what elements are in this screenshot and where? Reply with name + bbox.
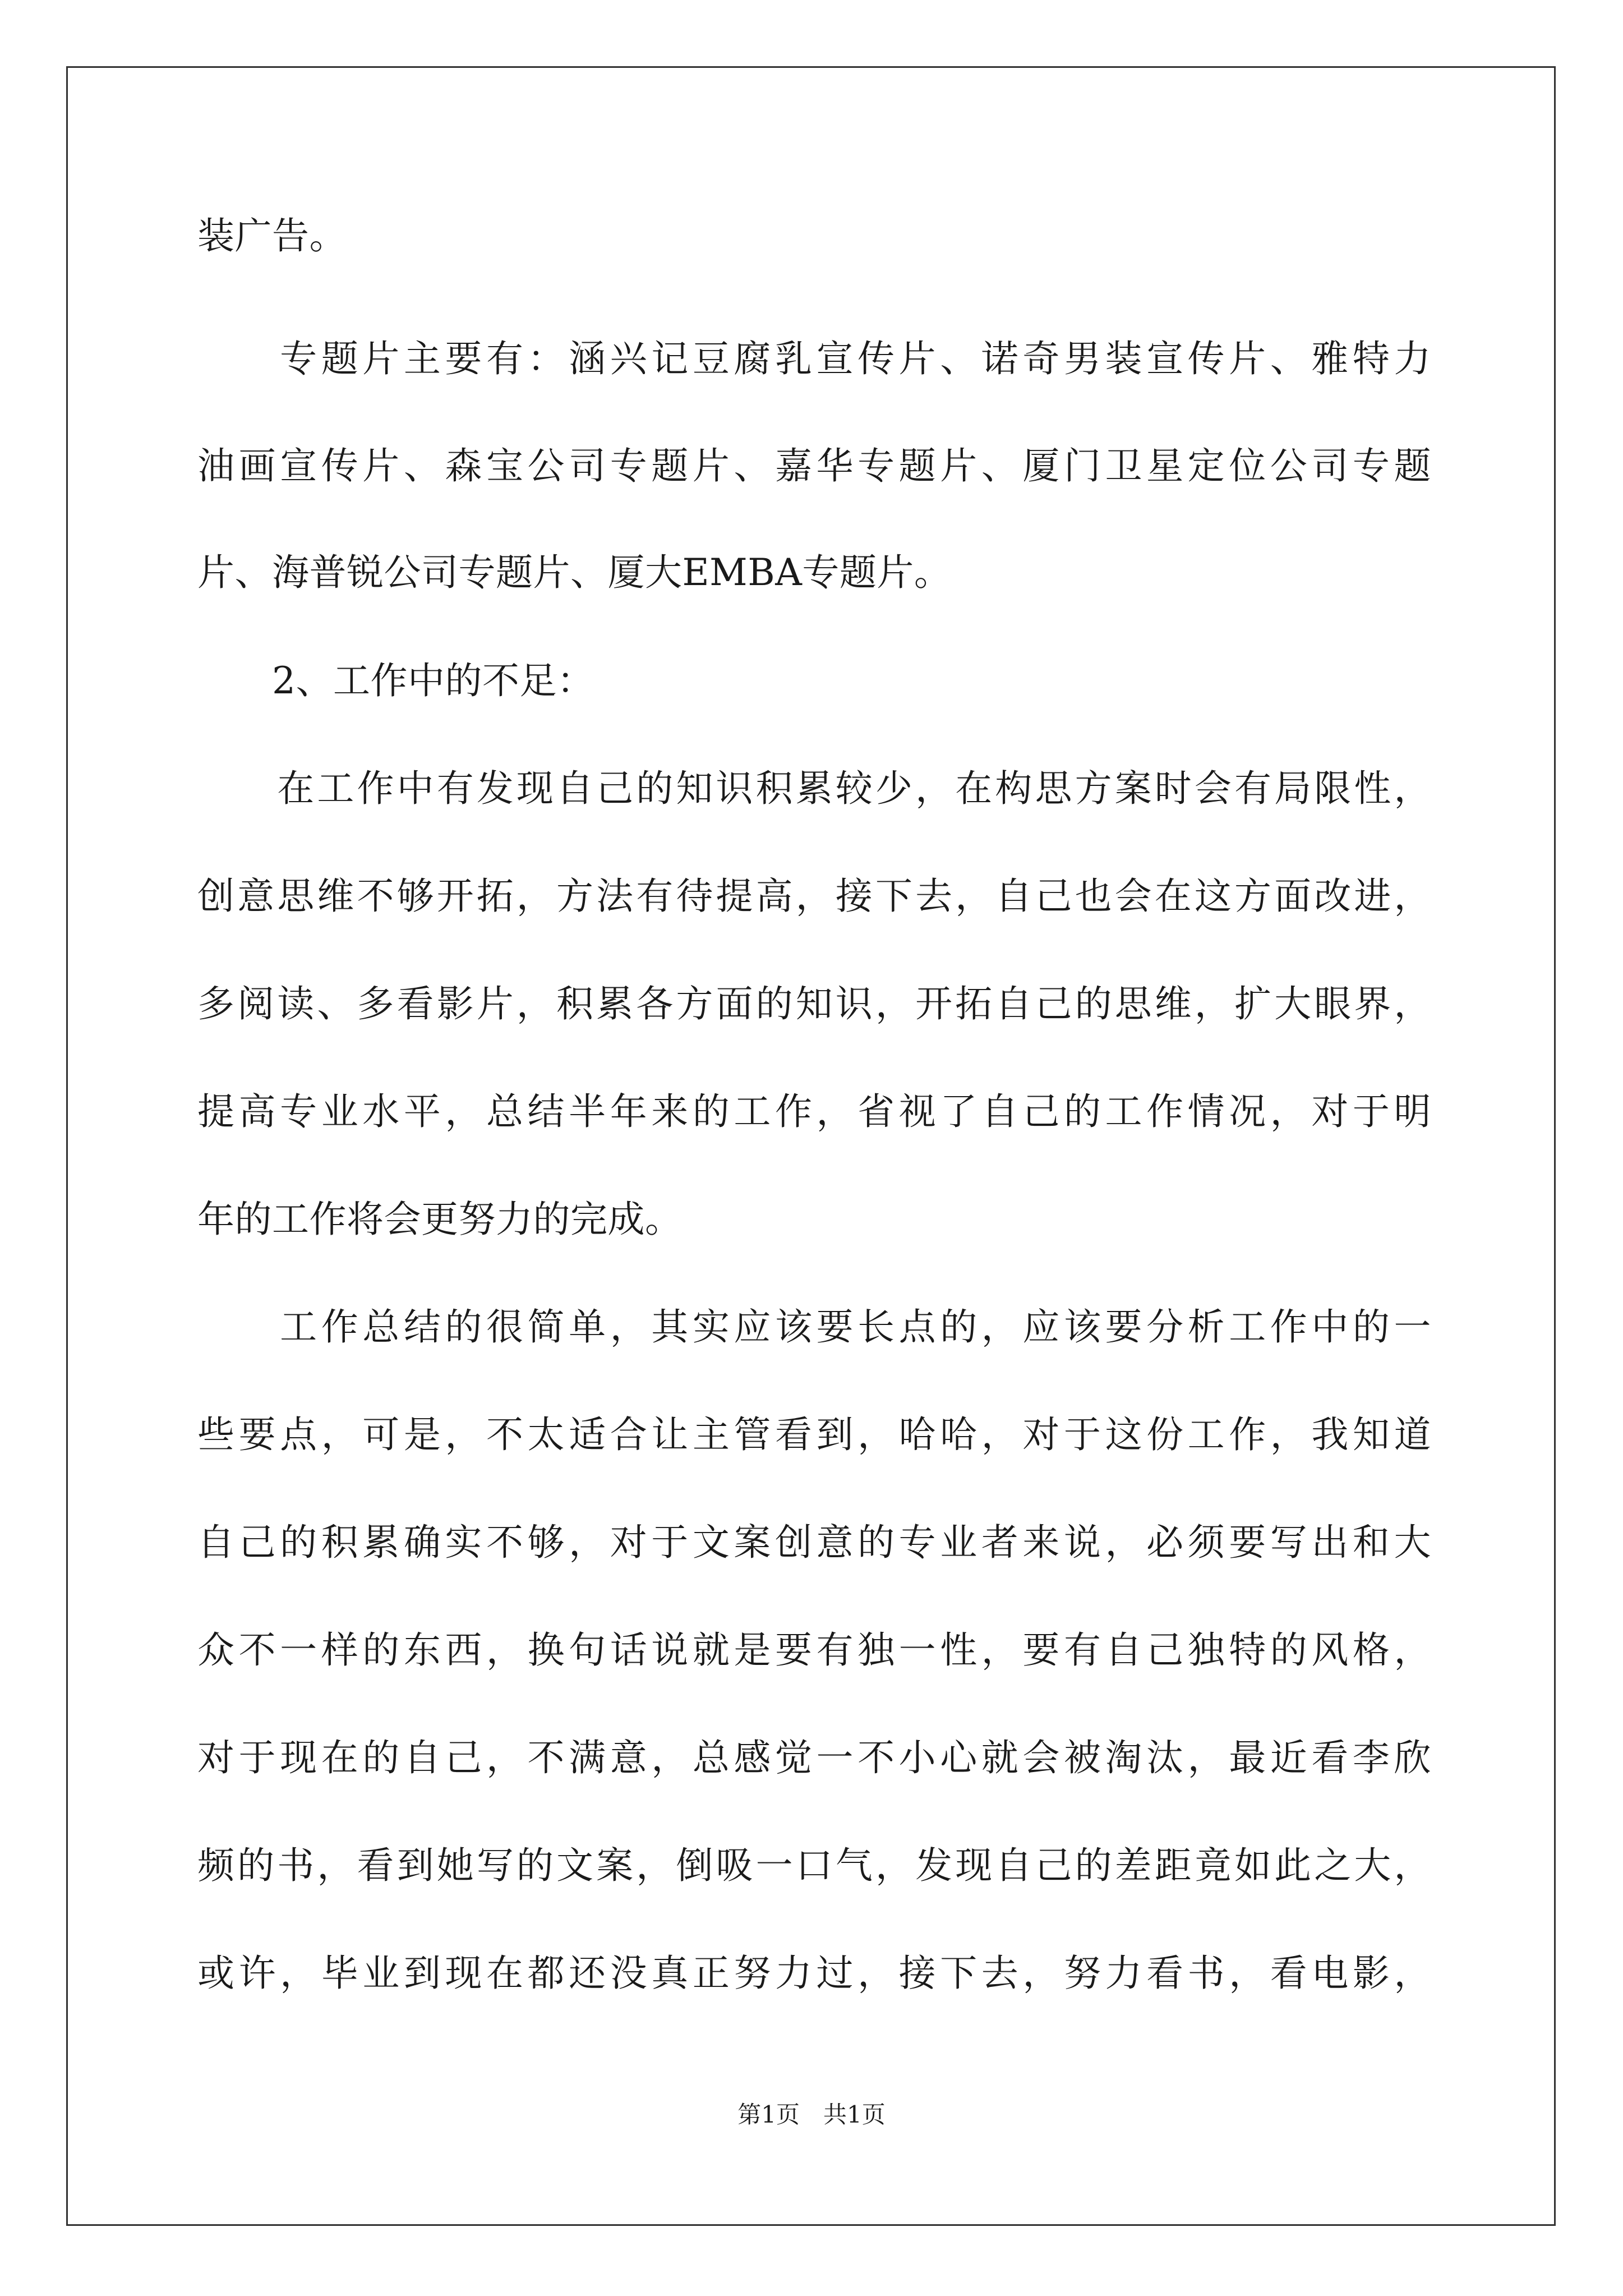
text-line: 年的工作将会更努力的完成。 (197, 1198, 683, 1241)
text-line: 工作总结的很简单，其实应该要长点的，应该要分析工作中的一 (197, 1305, 1431, 1349)
text-line: 众不一样的东西，换句话说就是要有独一性，要有自己独特的风格， (197, 1628, 1431, 1672)
text-line: 或许，毕业到现在都还没真正努力过，接下去，努力看书，看电影， (197, 1952, 1431, 1995)
text-line: 片、海普锐公司专题片、厦大EMBA专题片。 (197, 551, 952, 594)
text-line: 油画宣传片、森宝公司专题片、嘉华专题片、厦门卫星定位公司专题 (197, 444, 1431, 487)
text-line: 专题片主要有：涵兴记豆腐乳宣传片、诺奇男装宣传片、雅特力 (197, 337, 1431, 380)
text-line: 2、工作中的不足： (197, 659, 594, 702)
text-line: 频的书，看到她写的文案，倒吸一口气，发现自己的差距竟如此之大， (197, 1844, 1431, 1887)
text-line: 多阅读、多看影片，积累各方面的知识，开拓自己的思维，扩大眼界， (197, 982, 1431, 1025)
page-border (66, 66, 1556, 2226)
page-footer: 第1页 共1页 (737, 2101, 886, 2128)
text-line: 装广告。 (197, 214, 347, 257)
text-line: 自己的积累确实不够，对于文案创意的专业者来说，必须要写出和大 (197, 1521, 1431, 1564)
text-line: 创意思维不够开拓，方法有待提高，接下去，自己也会在这方面改进， (197, 875, 1431, 918)
text-line: 在工作中有发现自己的知识积累较少，在构思方案时会有局限性， (197, 767, 1431, 810)
text-line: 提高专业水平，总结半年来的工作，省视了自己的工作情况，对于明 (197, 1090, 1431, 1133)
text-line: 对于现在的自己，不满意，总感觉一不小心就会被淘汰，最近看李欣 (197, 1736, 1431, 1779)
text-line: 些要点，可是，不太适合让主管看到，哈哈，对于这份工作，我知道 (197, 1413, 1431, 1456)
